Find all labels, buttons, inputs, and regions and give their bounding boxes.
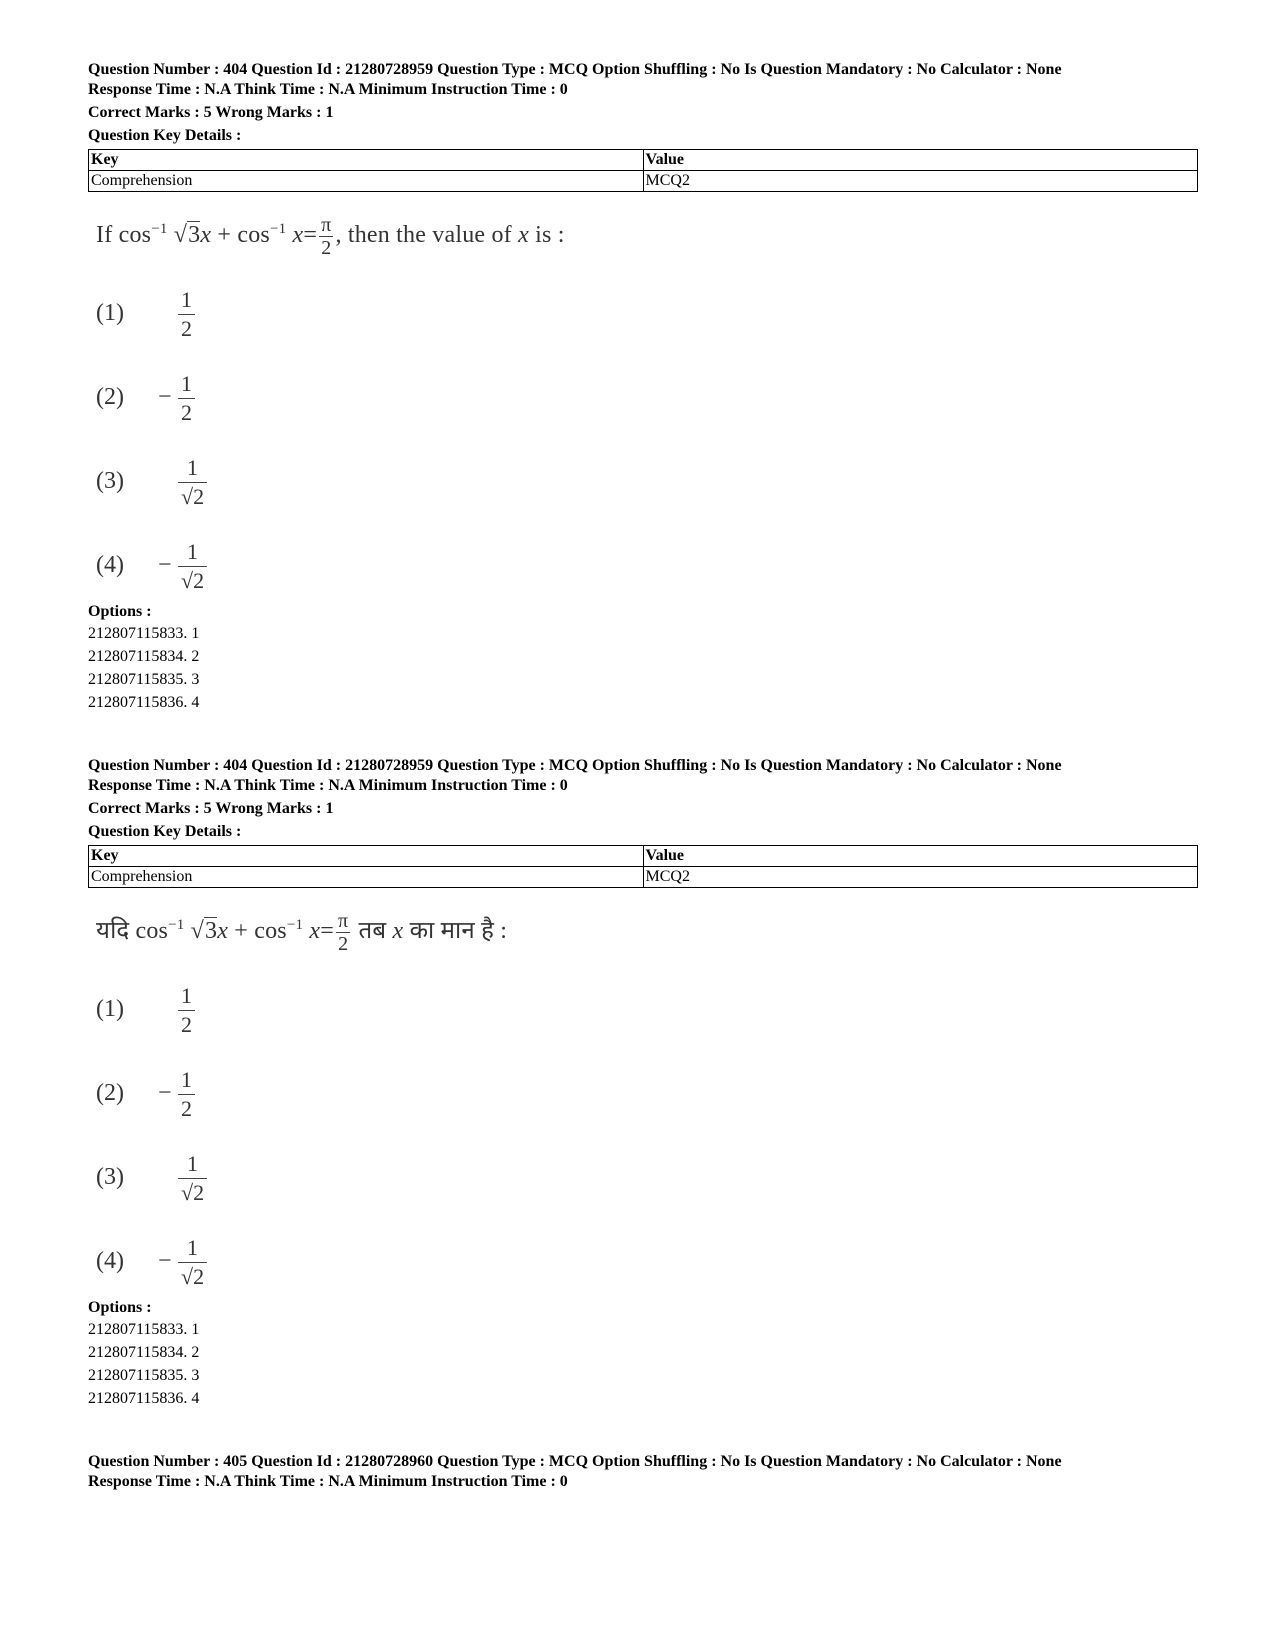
choice-label: (1) xyxy=(96,300,124,327)
choice-label: (3) xyxy=(96,1164,124,1191)
pi-over-two: $\frac{\pi}{2}$ xyxy=(338,910,349,955)
value-cell: MCQ2 xyxy=(643,171,1198,192)
choice-fraction: $\frac{1}{√2}$ xyxy=(178,538,207,595)
marks-line: Correct Marks : 5 Wrong Marks : 1 xyxy=(88,104,334,121)
choice-fraction: $\frac{1}{2}$ xyxy=(178,982,195,1039)
option-line: 212807115834. 2 xyxy=(88,648,200,665)
key-details-label: Question Key Details : xyxy=(88,127,242,144)
choice-label: (3) xyxy=(96,468,124,495)
stem-equation: $\cos^{-1} √3x + \cos^{-1} x=$ $\frac{\pi}{2}$ xyxy=(118,214,332,259)
value-header: Value xyxy=(643,150,1198,171)
option-line: 212807115836. 4 xyxy=(88,694,200,711)
stem-equation: $\cos^{-1} √3x + \cos^{-1} x=$ $\frac{\pi}{2}$ xyxy=(135,910,349,955)
question-header-line2: Response Time : N.A Think Time : N.A Minimum Instruction Time : 0 xyxy=(88,81,568,98)
choice-fraction: $\frac{1}{√2}$ xyxy=(178,454,207,511)
key-cell: Comprehension xyxy=(89,171,644,192)
choice-sign: − xyxy=(158,384,172,411)
question-header-line1: Question Number : 405 Question Id : 21280728960 Question Type : MCQ Option Shuffling : No Is Question Mandatory : No Calculator : None xyxy=(88,1453,1062,1470)
choice-3 xyxy=(96,454,207,511)
question-header-line2: Response Time : N.A Think Time : N.A Minimum Instruction Time : 0 xyxy=(88,1473,568,1490)
stem-prefix: यदि xyxy=(96,918,130,945)
option-line: 212807115835. 3 xyxy=(88,1367,200,1384)
options-label: Options : xyxy=(88,603,152,620)
question-header-line2: Response Time : N.A Think Time : N.A Minimum Instruction Time : 0 xyxy=(88,777,568,794)
question-stem xyxy=(96,214,565,259)
choice-4 xyxy=(96,1234,207,1291)
key-value-table xyxy=(88,149,1198,192)
question-image xyxy=(88,888,1198,1298)
question-header-line1: Question Number : 404 Question Id : 21280728959 Question Type : MCQ Option Shuffling : No Is Question Mandatory : No Calculator : None xyxy=(88,61,1062,78)
value-header: Value xyxy=(643,846,1198,867)
choice-2 xyxy=(96,370,195,427)
key-cell: Comprehension xyxy=(89,867,644,888)
stem-end: is : xyxy=(535,222,565,249)
choice-2 xyxy=(96,1066,195,1123)
question-block-404-hindi xyxy=(88,756,1198,1410)
question-header-line1: Question Number : 404 Question Id : 21280728959 Question Type : MCQ Option Shuffling : No Is Question Mandatory : No Calculator : None xyxy=(88,757,1062,774)
choice-1 xyxy=(96,286,195,343)
choice-fraction: $\frac{1}{√2}$ xyxy=(178,1234,207,1291)
table-row xyxy=(89,867,1198,888)
table-row xyxy=(89,171,1198,192)
options-label: Options : xyxy=(88,1299,152,1316)
choice-label: (4) xyxy=(96,1248,124,1275)
question-image xyxy=(88,192,1198,602)
choice-label: (1) xyxy=(96,996,124,1023)
choice-3 xyxy=(96,1150,207,1207)
choice-sign: − xyxy=(158,1080,172,1107)
question-block-404-english xyxy=(88,60,1198,714)
choice-fraction: $\frac{1}{2}$ xyxy=(178,370,195,427)
pi-over-two: $\frac{\pi}{2}$ xyxy=(321,214,332,259)
key-header: Key xyxy=(89,846,644,867)
table-header-row xyxy=(89,846,1198,867)
question-block-405 xyxy=(88,1452,1198,1492)
key-header: Key xyxy=(89,150,644,171)
option-line: 212807115834. 2 xyxy=(88,1344,200,1361)
stem-variable: x xyxy=(518,222,529,249)
question-stem xyxy=(96,910,507,955)
choice-label: (2) xyxy=(96,1080,124,1107)
stem-suffix: तब xyxy=(352,918,387,945)
choice-fraction: $\frac{1}{2}$ xyxy=(178,1066,195,1123)
choice-1 xyxy=(96,982,195,1039)
choice-sign: − xyxy=(158,552,172,579)
option-line: 212807115833. 1 xyxy=(88,625,200,642)
choice-4 xyxy=(96,538,207,595)
option-line: 212807115833. 1 xyxy=(88,1321,200,1338)
value-cell: MCQ2 xyxy=(643,867,1198,888)
stem-end: का मान है : xyxy=(409,918,508,945)
choice-sign: − xyxy=(158,1248,172,1275)
table-header-row xyxy=(89,150,1198,171)
choice-fraction: $\frac{1}{√2}$ xyxy=(178,1150,207,1207)
stem-prefix: If xyxy=(96,222,113,249)
choice-label: (2) xyxy=(96,384,124,411)
choice-label: (4) xyxy=(96,552,124,579)
choice-fraction: $\frac{1}{2}$ xyxy=(178,286,195,343)
option-line: 212807115836. 4 xyxy=(88,1390,200,1407)
stem-suffix: , then the value of xyxy=(335,222,512,249)
key-value-table xyxy=(88,845,1198,888)
option-line: 212807115835. 3 xyxy=(88,671,200,688)
key-details-label: Question Key Details : xyxy=(88,823,242,840)
stem-variable: x xyxy=(392,918,404,945)
marks-line: Correct Marks : 5 Wrong Marks : 1 xyxy=(88,800,334,817)
